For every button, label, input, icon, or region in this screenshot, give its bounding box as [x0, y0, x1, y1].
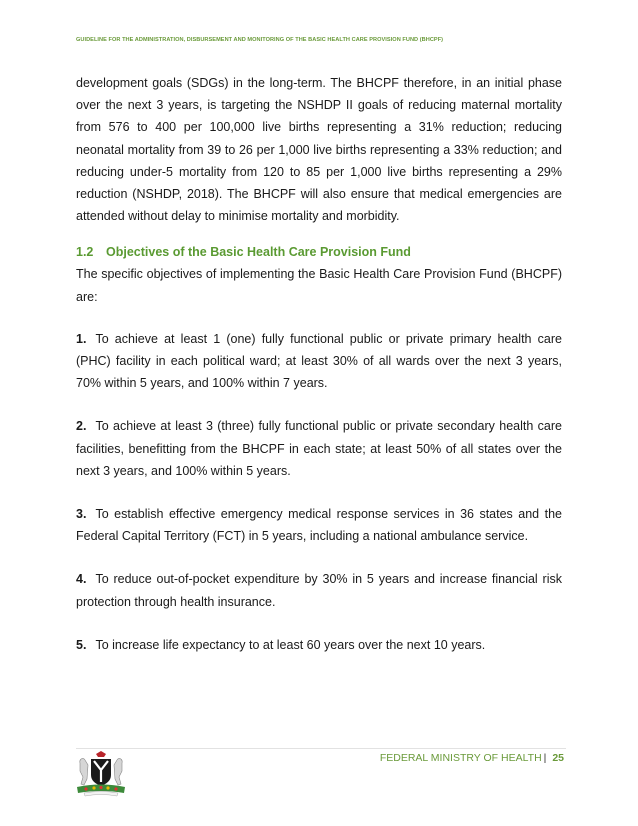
objective-text: To achieve at least 3 (three) fully functional public or private secondary health care facilities, benefitting from the BHCPF in each state; at least 50% of all states over the next 3 years, and 100% within 5 years.	[76, 419, 562, 478]
objective-number: 2.	[76, 419, 87, 434]
objective-number: 4.	[76, 572, 87, 587]
objective-text: To reduce out-of-pocket expenditure by 30% in 5 years and increase financial risk protection through health insurance.	[76, 572, 562, 609]
page-footer	[380, 752, 564, 764]
page-number: 25	[552, 752, 564, 764]
objective-item	[76, 503, 562, 547]
footer-ministry: FEDERAL MINISTRY OF HEALTH	[379, 752, 542, 764]
section-heading	[76, 241, 562, 263]
page-body	[76, 72, 562, 677]
intro-paragraph: development goals (SDGs) in the long-term. The BHCPF therefore, in an initial phase over the next 3 years, is targeting the NSHDP II goals of reducing maternal mortality from 576 to 400 per 100,000 live births representing a 31% reduction; reducing neonatal mortality from 39 to 26 per 1,000 live births representing a 33% reduction; and reducing under-5 mortality from 120 to 85 per 1,000 live births representing a 29% reduction (NSHDP, 2018). The BHCPF will also ensure that medical emergencies are attended without delay to minimise mortality and morbidity.	[76, 76, 562, 224]
running-header: GUIDELINE FOR THE ADMINISTRATION, DISBURSEMENT AND MONITORING OF THE BASIC HEALTH CARE PROVISION FUND (BHCPF)	[76, 37, 444, 43]
objective-text: To establish effective emergency medical response services in 36 states and the Federal Capital Territory (FCT) in 5 years, including a national ambulance service.	[76, 507, 562, 544]
objective-item	[76, 634, 562, 656]
footer-divider	[76, 748, 566, 749]
section-number: 1.2	[76, 245, 94, 260]
objective-number: 3.	[76, 507, 87, 522]
objective-item	[76, 328, 562, 395]
objective-item	[76, 415, 562, 482]
objective-item	[76, 568, 562, 612]
objective-number: 1.	[76, 331, 87, 346]
section-title: Objectives of the Basic Health Care Provision Fund	[106, 245, 411, 260]
section-lead: The specific objectives of implementing the Basic Health Care Provision Fund (BHCPF) are:	[76, 267, 562, 304]
footer-separator: |	[543, 752, 547, 764]
objective-number: 5.	[76, 637, 87, 652]
objective-text: To increase life expectancy to at least 60 years over the next 10 years.	[95, 637, 486, 652]
objective-text: To achieve at least 1 (one) fully functional public or private primary health care (PHC) facility in each political ward; at least 30% of all wards over the next 3 years, 70% within 5 years, and 100% within 7 years.	[76, 331, 562, 391]
nigeria-coat-of-arms-icon	[74, 749, 128, 797]
